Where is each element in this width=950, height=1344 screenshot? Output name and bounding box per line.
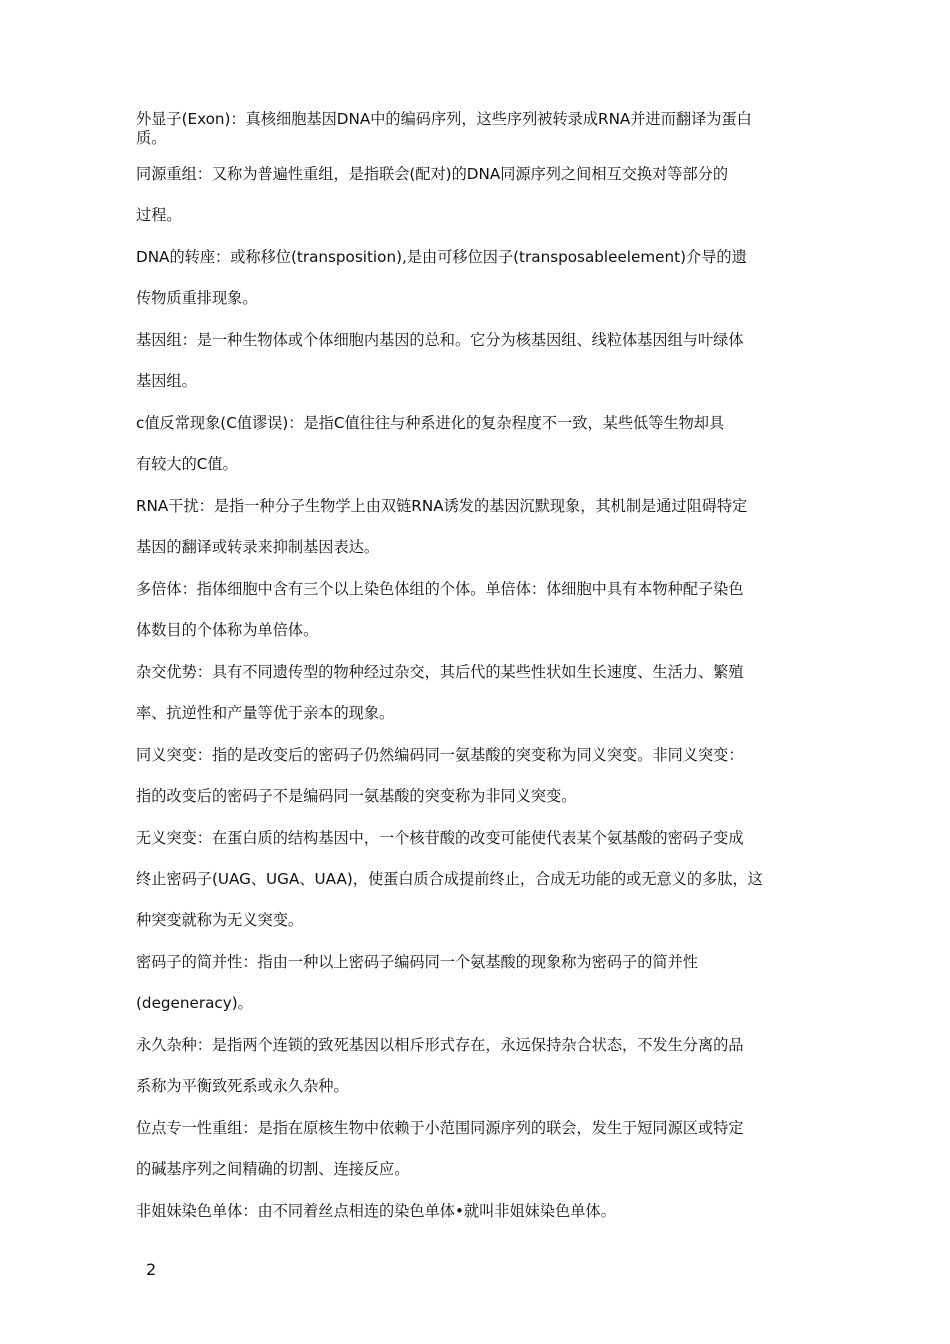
text-line: 的碱基序列之间精确的切割、连接反应。: [136, 1160, 410, 1178]
text-line: 多倍体：指体细胞中含有三个以上染色体组的个体。单倍体：体细胞中具有本物种配子染色: [136, 580, 744, 598]
text-line: 过程。: [136, 206, 182, 224]
text-line: 密码子的简并性：指由一种以上密码子编码同一个氨基酸的现象称为密码子的简并性: [136, 953, 698, 971]
page-number: 2: [146, 1260, 157, 1279]
text-line: 杂交优势：具有不同遗传型的物种经过杂交，其后代的某些性状如生长速度、生活力、繁殖: [136, 663, 744, 681]
text-line: 无义突变：在蛋白质的结构基因中，一个核苷酸的改变可能使代表某个氨基酸的密码子变成: [136, 829, 744, 847]
text-line: 终止密码子(UAG、UGA、UAA)，使蛋白质合成提前终止，合成无功能的或无意义的多肽，这: [136, 870, 763, 888]
text-line: 外显子(Exon)：真核细胞基因DNA中的编码序列，这些序列被转录成RNA并进而翻译为蛋白: [136, 110, 752, 128]
text-line: 基因组：是一种生物体或个体细胞内基因的总和。它分为核基因组、线粒体基因组与叶绿体: [136, 331, 744, 349]
text-line: 传物质重排现象。: [136, 289, 258, 307]
text-line: 位点专一性重组：是指在原核生物中依赖于小范围同源序列的联会，发生于短同源区或特定: [136, 1119, 744, 1137]
text-line: DNA的转座：或称移位(transposition),是由可移位因子(transposableelement)介导的遗: [136, 248, 747, 266]
text-line: 基因的翻译或转录来抑制基因表达。: [136, 538, 379, 556]
text-line: 永久杂种：是指两个连锁的致死基因以相斥形式存在，永远保持杂合状态，不发生分离的品: [136, 1036, 744, 1054]
text-line: 同源重组：又称为普遍性重组，是指联会(配对)的DNA同源序列之间相互交换对等部分的: [136, 165, 729, 183]
text-line: 质。: [136, 129, 167, 147]
text-line: 种突变就称为无义突变。: [136, 911, 304, 929]
text-line: 非姐妹染色单体：由不同着丝点相连的染色单体•就叫非姐妹染色单体。: [136, 1202, 616, 1220]
text-line: 系称为平衡致死系或永久杂种。: [136, 1077, 349, 1095]
text-line: 率、抗逆性和产量等优于亲本的现象。: [136, 704, 395, 722]
text-line: (degeneracy)。: [136, 994, 253, 1012]
text-line: 体数目的个体称为单倍体。: [136, 621, 319, 639]
text-line: 有较大的C值。: [136, 455, 238, 473]
text-line: RNA干扰：是指一种分子生物学上由双链RNA诱发的基因沉默现象，其机制是通过阻碍特定: [136, 497, 748, 515]
text-line: c值反常现象(C值谬误)：是指C值往往与种系进化的复杂程度不一致，某些低等生物却具: [136, 414, 725, 432]
text-line: 指的改变后的密码子不是编码同一氨基酸的突变称为非同义突变。: [136, 787, 577, 805]
text-line: 基因组。: [136, 372, 197, 390]
text-line: 同义突变：指的是改变后的密码子仍然编码同一氨基酸的突变称为同义突变。非同义突变：: [136, 746, 744, 764]
